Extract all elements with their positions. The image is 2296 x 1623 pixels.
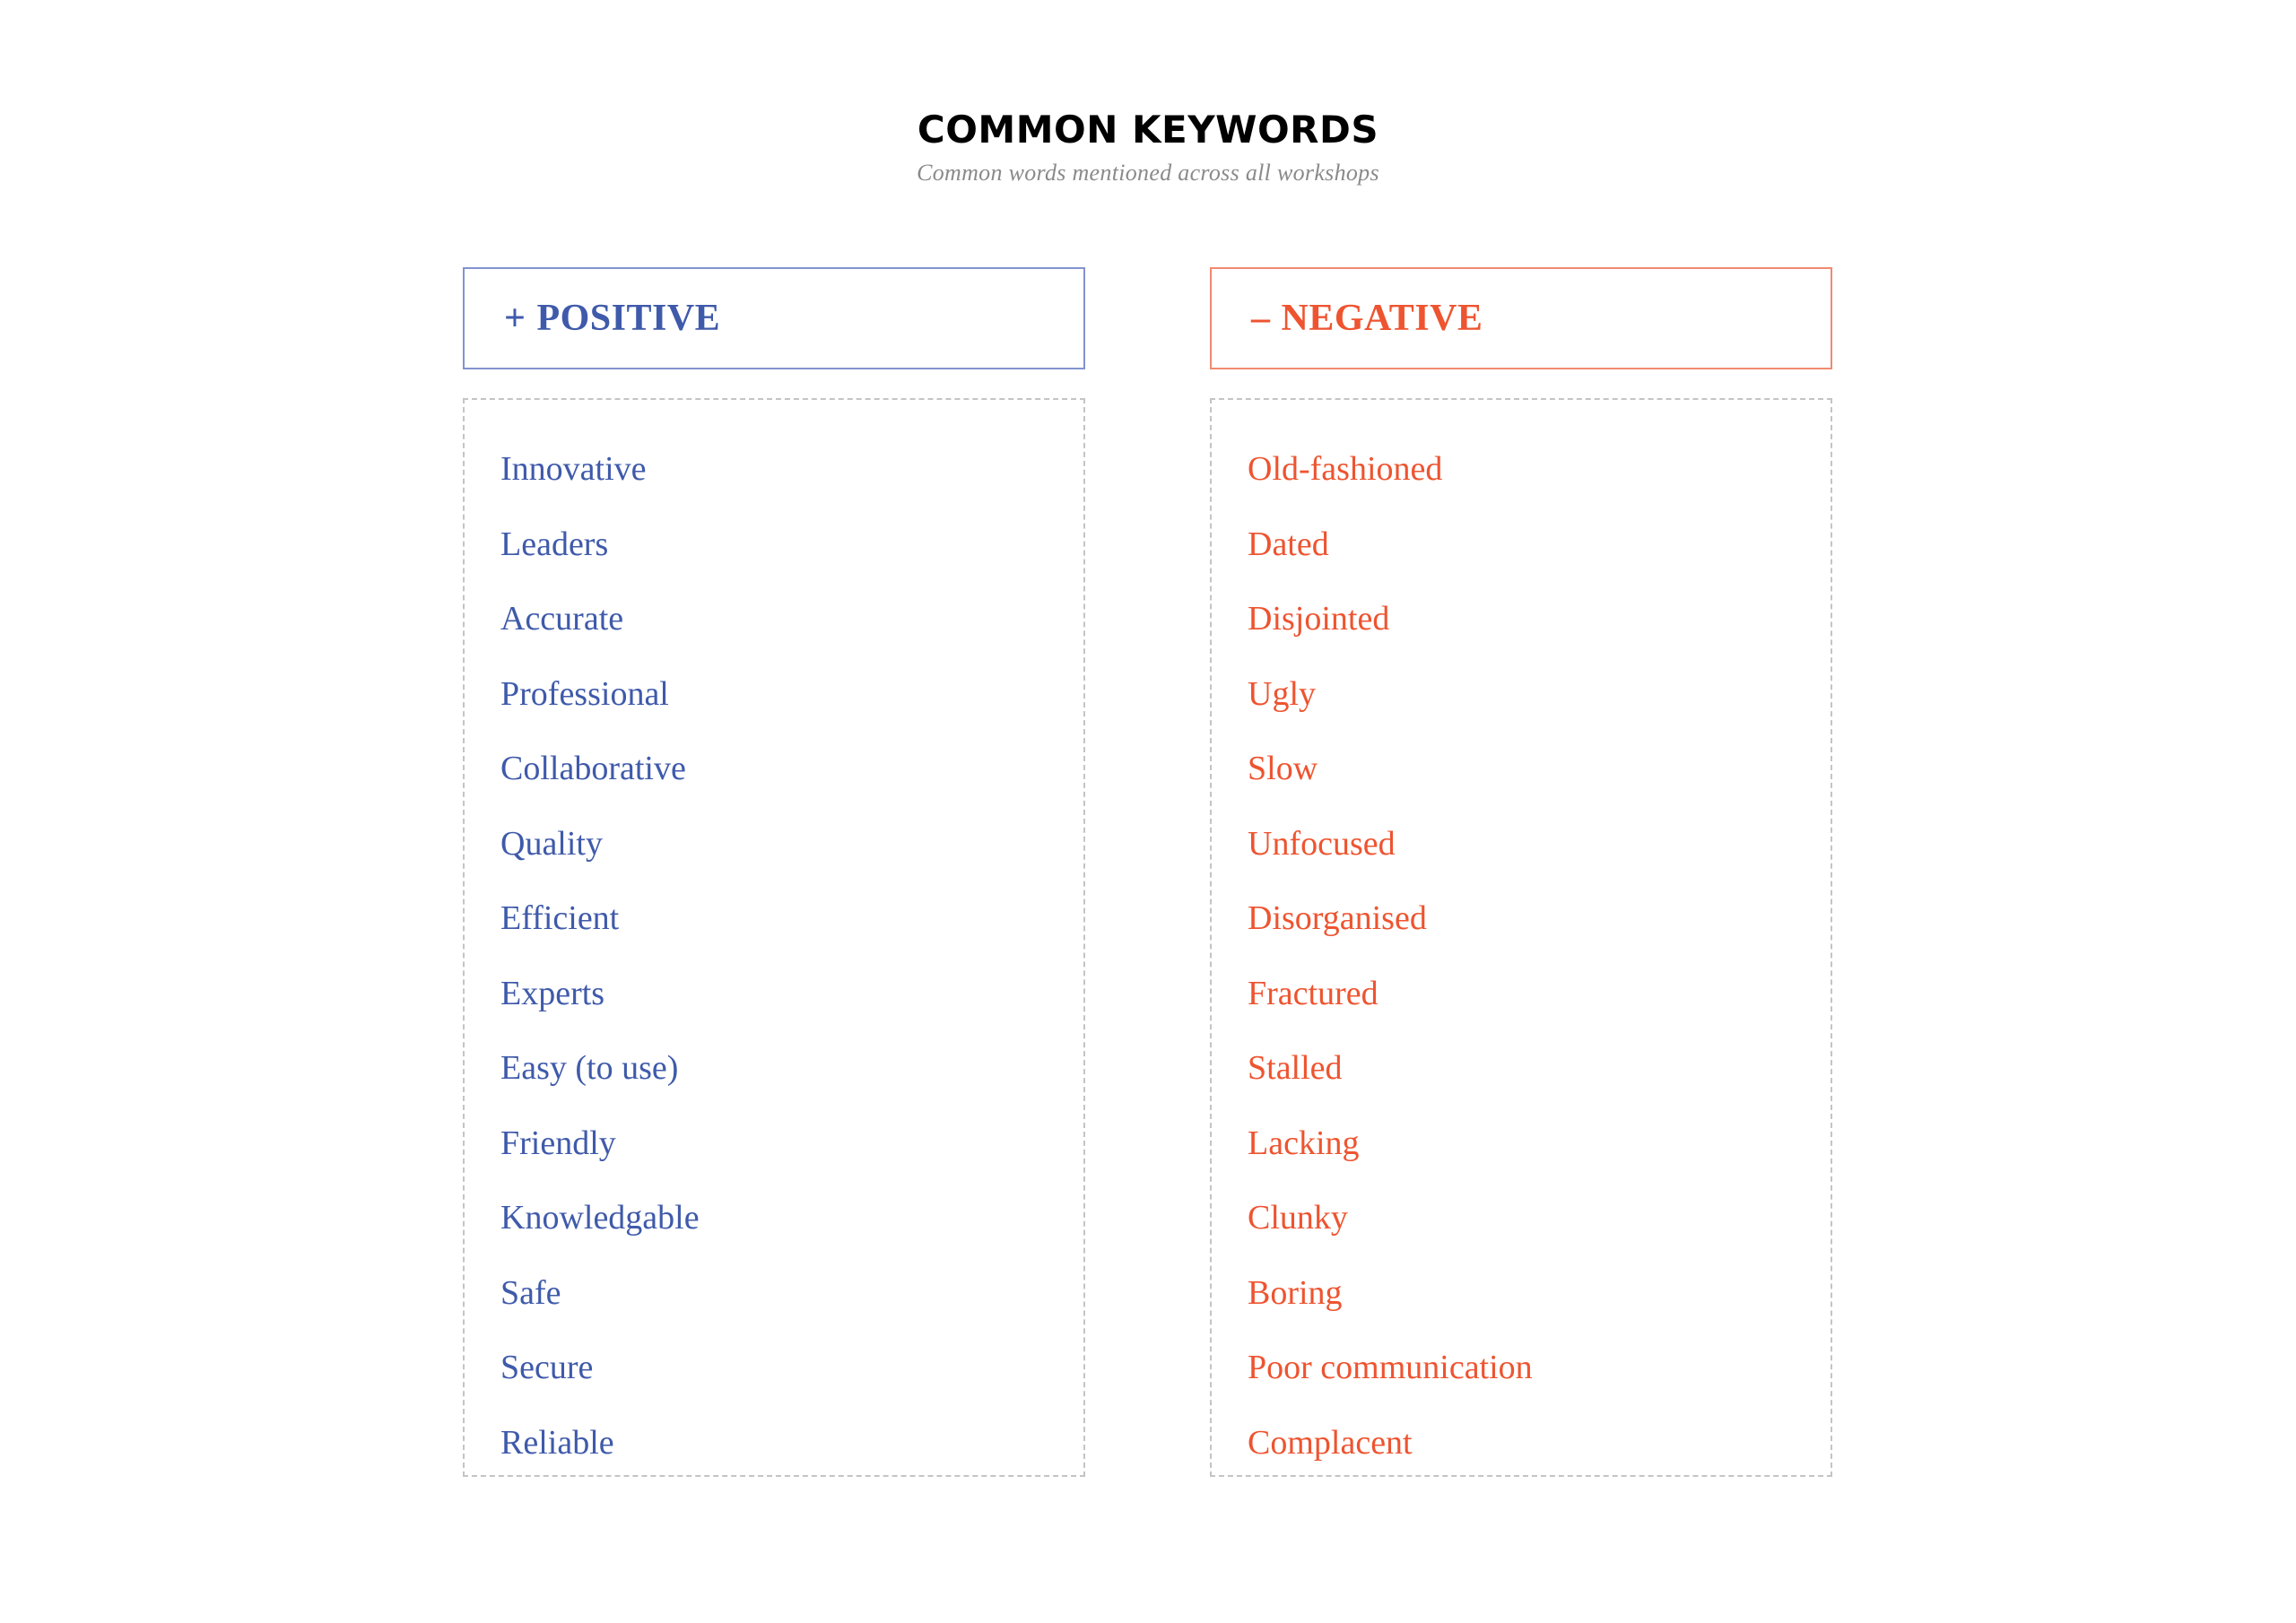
minus-icon: – xyxy=(1251,298,1271,339)
list-item: Secure xyxy=(500,1349,594,1386)
list-item: Poor communication xyxy=(1248,1349,1533,1386)
plus-icon: + xyxy=(504,298,526,339)
positive-keyword-list xyxy=(463,398,1085,1477)
list-item: Experts xyxy=(500,974,605,1012)
list-item: Collaborative xyxy=(500,750,686,787)
negative-header xyxy=(1210,267,1832,369)
list-item: Ugly xyxy=(1248,674,1316,713)
list-item: Lacking xyxy=(1248,1124,1360,1162)
list-item: Slow xyxy=(1248,750,1318,787)
list-item: Professional xyxy=(500,674,669,713)
list-item: Complacent xyxy=(1248,1423,1413,1462)
list-item: Innovative xyxy=(500,450,647,488)
list-item: Accurate xyxy=(500,600,624,638)
list-item: Knowledgable xyxy=(500,1199,700,1237)
list-item: Disorganised xyxy=(1248,899,1427,937)
list-item: Clunky xyxy=(1248,1199,1348,1237)
list-item: Boring xyxy=(1248,1273,1343,1312)
positive-column xyxy=(463,267,1085,1491)
list-item: Quality xyxy=(500,824,603,863)
negative-column xyxy=(1210,267,1832,1491)
positive-header xyxy=(463,267,1085,369)
negative-keyword-list xyxy=(1210,398,1832,1477)
list-item: Dated xyxy=(1248,525,1329,563)
list-item: Old-fashioned xyxy=(1248,450,1443,488)
page-title: COMMON KEYWORDS xyxy=(917,108,1379,152)
list-item: Efficient xyxy=(500,899,620,937)
list-item: Leaders xyxy=(500,525,609,563)
list-item: Friendly xyxy=(500,1124,616,1162)
positive-header-label: POSITIVE xyxy=(536,298,721,339)
list-item: Stalled xyxy=(1248,1049,1343,1087)
list-item: Unfocused xyxy=(1248,824,1396,863)
list-item: Fractured xyxy=(1248,974,1378,1012)
list-item: Safe xyxy=(500,1273,561,1312)
list-item: Disjointed xyxy=(1248,600,1390,638)
list-item: Easy (to use) xyxy=(500,1049,679,1087)
list-item: Reliable xyxy=(500,1423,614,1462)
page-subtitle: Common words mentioned across all workshops xyxy=(917,160,1379,186)
negative-header-label: NEGATIVE xyxy=(1281,298,1483,339)
